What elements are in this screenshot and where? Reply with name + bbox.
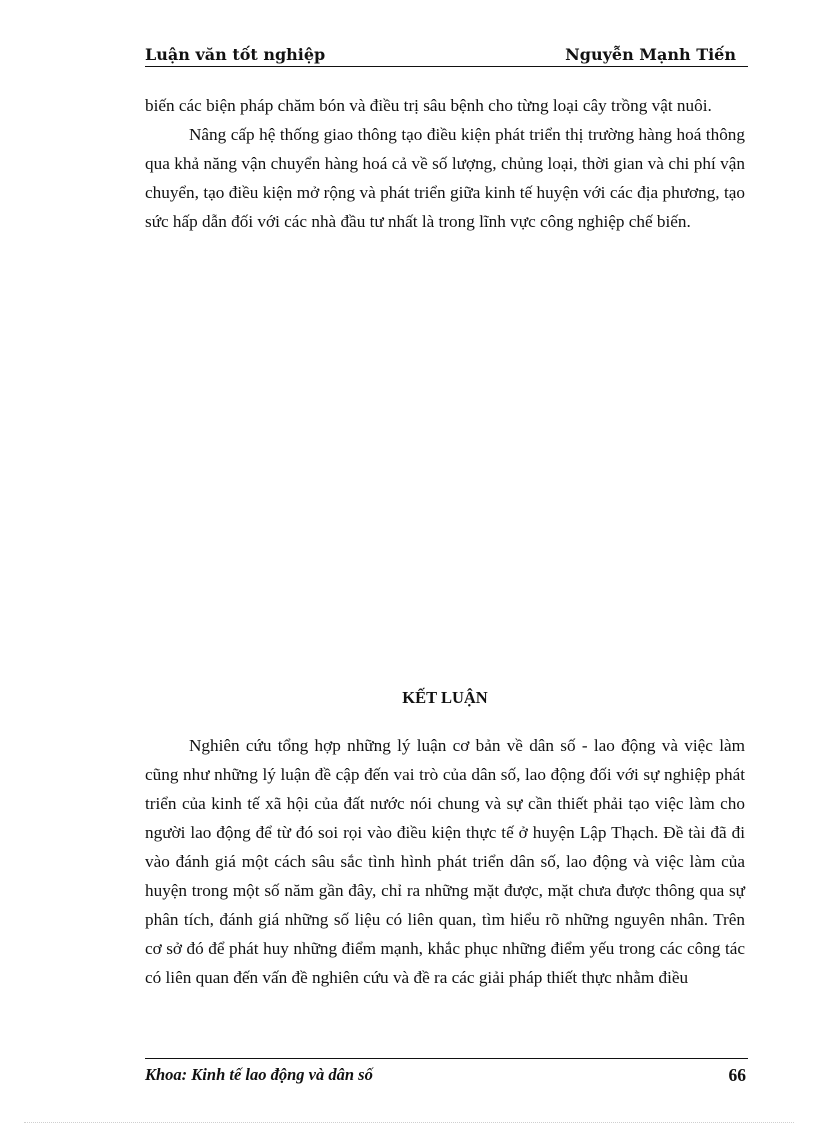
paragraph-continued: biến các biện pháp chăm bón và điều trị sâu bệnh cho từng loại cây trồng vật nuôi. (145, 96, 712, 115)
page-header (145, 44, 748, 67)
paragraph-conclusion: Nghiên cứu tổng hợp những lý luận cơ bản về dân số - lao động và việc làm cũng như những lý luận đề cập đến vai trò của dân số, lao động đối với sự nghiệp phát triển của kinh tế xã hội của đất nước nói chung và sự cần thiết phải tạo việc làm cho người lao động để từ đó soi rọi vào điều kiện thực tế ở huyện Lập Thạch. Đề tài đã đi vào đánh giá một cách sâu sắc tình hình phát triển dân số, lao động và việc làm của huyện trong một số năm gần đây, chỉ ra những mặt được, mặt chưa được thông qua sự phân tích, đánh giá những số liệu có liên quan, tìm hiểu rõ những nguyên nhân. Trên cơ sở đó để phát huy những điểm mạnh, khắc phục những điểm yếu trong các công tác có liên quan đến vấn đề nghiên cứu và đề ra các giải pháp thiết thực nhằm điều (145, 736, 745, 987)
header-author-name: Nguyễn Mạnh Tiến (565, 45, 736, 64)
page-number: 66 (728, 1065, 746, 1085)
paragraph-transport: Nâng cấp hệ thống giao thông tạo điều kiện phát triển thị trường hàng hoá thông qua khả năng vận chuyển hàng hoá cả về số lượng, chủng loại, thời gian và chi phí vận chuyển, tạo điều kiện mở rộng và phát triển giữa kinh tế huyện với các địa phương, tạo sức hấp dẫn đối với các nhà đầu tư nhất là trong lĩnh vực công nghiệp chế biến. (145, 125, 745, 231)
section-heading-conclusion: KẾT LUẬN (402, 688, 488, 707)
header-thesis-label: Luận văn tốt nghiệp (145, 45, 326, 64)
body-section-conclusion (145, 731, 745, 992)
body-section-top (145, 91, 745, 236)
footer-faculty: Khoa: Kinh tế lao động và dân số (145, 1065, 373, 1084)
page-footer (145, 1058, 748, 1085)
